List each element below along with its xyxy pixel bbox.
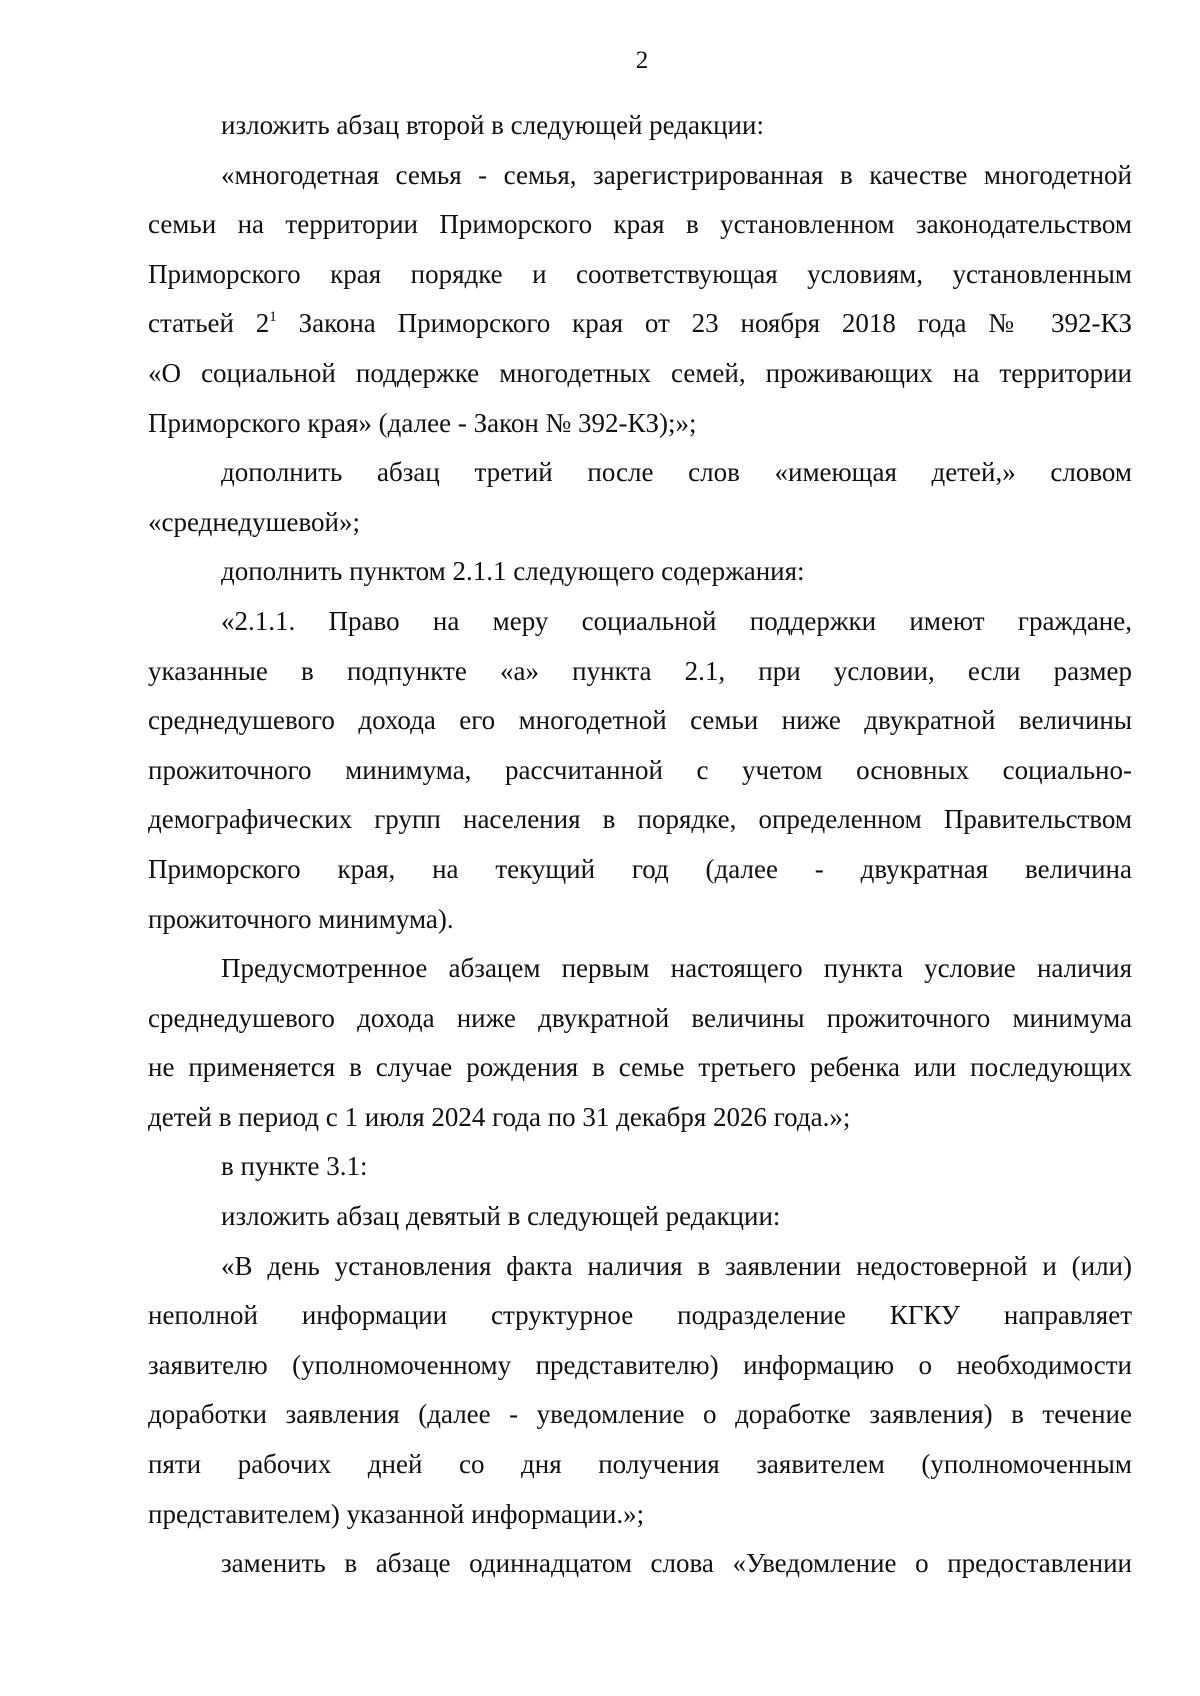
text-line: «2.1.1. Право на меру социальной поддержки имеют граждане,: [221, 605, 1132, 636]
superscript: 1: [269, 309, 277, 326]
document-body: [148, 101, 1132, 1589]
text-line: прожиточного минимума, рассчитанной с учетом основных социально-: [148, 754, 1132, 785]
text-line: пяти рабочих дней со дня получения заявителем (уполномоченным: [148, 1449, 1132, 1480]
paragraph-7: [148, 1142, 1132, 1192]
paragraph-1: [148, 101, 1132, 151]
text-line: неполной информации структурное подразделение КГКУ направляет: [148, 1300, 1132, 1331]
text-line: дополнить пунктом 2.1.1 следующего содержания:: [221, 556, 805, 587]
text-line: представителем) указанной информации.»;: [148, 1498, 645, 1529]
text-line: указанные в подпункте «а» пункта 2.1, при условии, если размер: [148, 655, 1132, 686]
text-line: заменить в абзаце одиннадцатом слова «Уведомление о предоставлении: [221, 1548, 1132, 1579]
paragraph-3: [148, 448, 1132, 547]
text-line: заявителю (уполномоченному представителю) информацию о необходимости: [148, 1349, 1132, 1380]
text-line: Приморского края, на текущий год (далее - двукратная величина: [148, 853, 1132, 884]
text-line: доработки заявления (далее - уведомление о доработке заявления) в течение: [148, 1399, 1132, 1430]
text-line: не применяется в случае рождения в семье третьего ребенка или последующих: [148, 1052, 1132, 1083]
text-line: детей в период с 1 июля 2024 года по 31 декабря 2026 года.»;: [148, 1101, 851, 1132]
text-line: изложить абзац второй в следующей редакции:: [221, 110, 764, 140]
page-number: 2: [635, 47, 649, 74]
text-line: изложить абзац девятый в следующей редакции:: [221, 1201, 781, 1232]
text-line: Приморского края» (далее - Закон № 392-КЗ);»;: [148, 407, 697, 438]
paragraph-4: [148, 547, 1132, 597]
text-line: «В день установления факта наличия в заявлении недостоверной и (или): [221, 1250, 1132, 1281]
text-line: семьи на территории Приморского края в установленном законодательством: [148, 209, 1132, 240]
text-line: в пункте 3.1:: [221, 1151, 368, 1182]
text-line: [148, 299, 1132, 349]
paragraph-9: [148, 1242, 1132, 1540]
paragraph-8: [148, 1192, 1132, 1242]
text-line: демографических групп населения в порядке, определенном Правительством: [148, 804, 1132, 835]
text-line: «многодетная семья - семья, зарегистрированная в качестве многодетной: [221, 159, 1132, 190]
paragraph-2: [148, 151, 1132, 449]
text-line: Приморского края порядке и соответствующая условиям, установленным: [148, 258, 1132, 289]
text-line: дополнить абзац третий после слов «имеющая детей,» словом: [221, 457, 1132, 488]
text-line: среднедушевого дохода его многодетной семьи ниже двукратной величины: [148, 705, 1132, 736]
text-line: Предусмотренное абзацем первым настоящего пункта условие наличия: [221, 953, 1132, 984]
text-line: «О социальной поддержке многодетных семей, проживающих на территории: [148, 357, 1132, 388]
text-fragment: Закона Приморского края от 23 ноября 2018 года № 392-КЗ: [276, 308, 1132, 339]
text-line: «среднедушевой»;: [148, 506, 360, 537]
text-line: прожиточного минимума).: [148, 903, 454, 934]
text-fragment: статьей 2: [148, 308, 270, 339]
paragraph-5: [148, 597, 1132, 944]
paragraph-6: [148, 944, 1132, 1142]
text-line: среднедушевого дохода ниже двукратной величины прожиточного минимума: [148, 1002, 1132, 1033]
paragraph-10: [148, 1539, 1132, 1589]
